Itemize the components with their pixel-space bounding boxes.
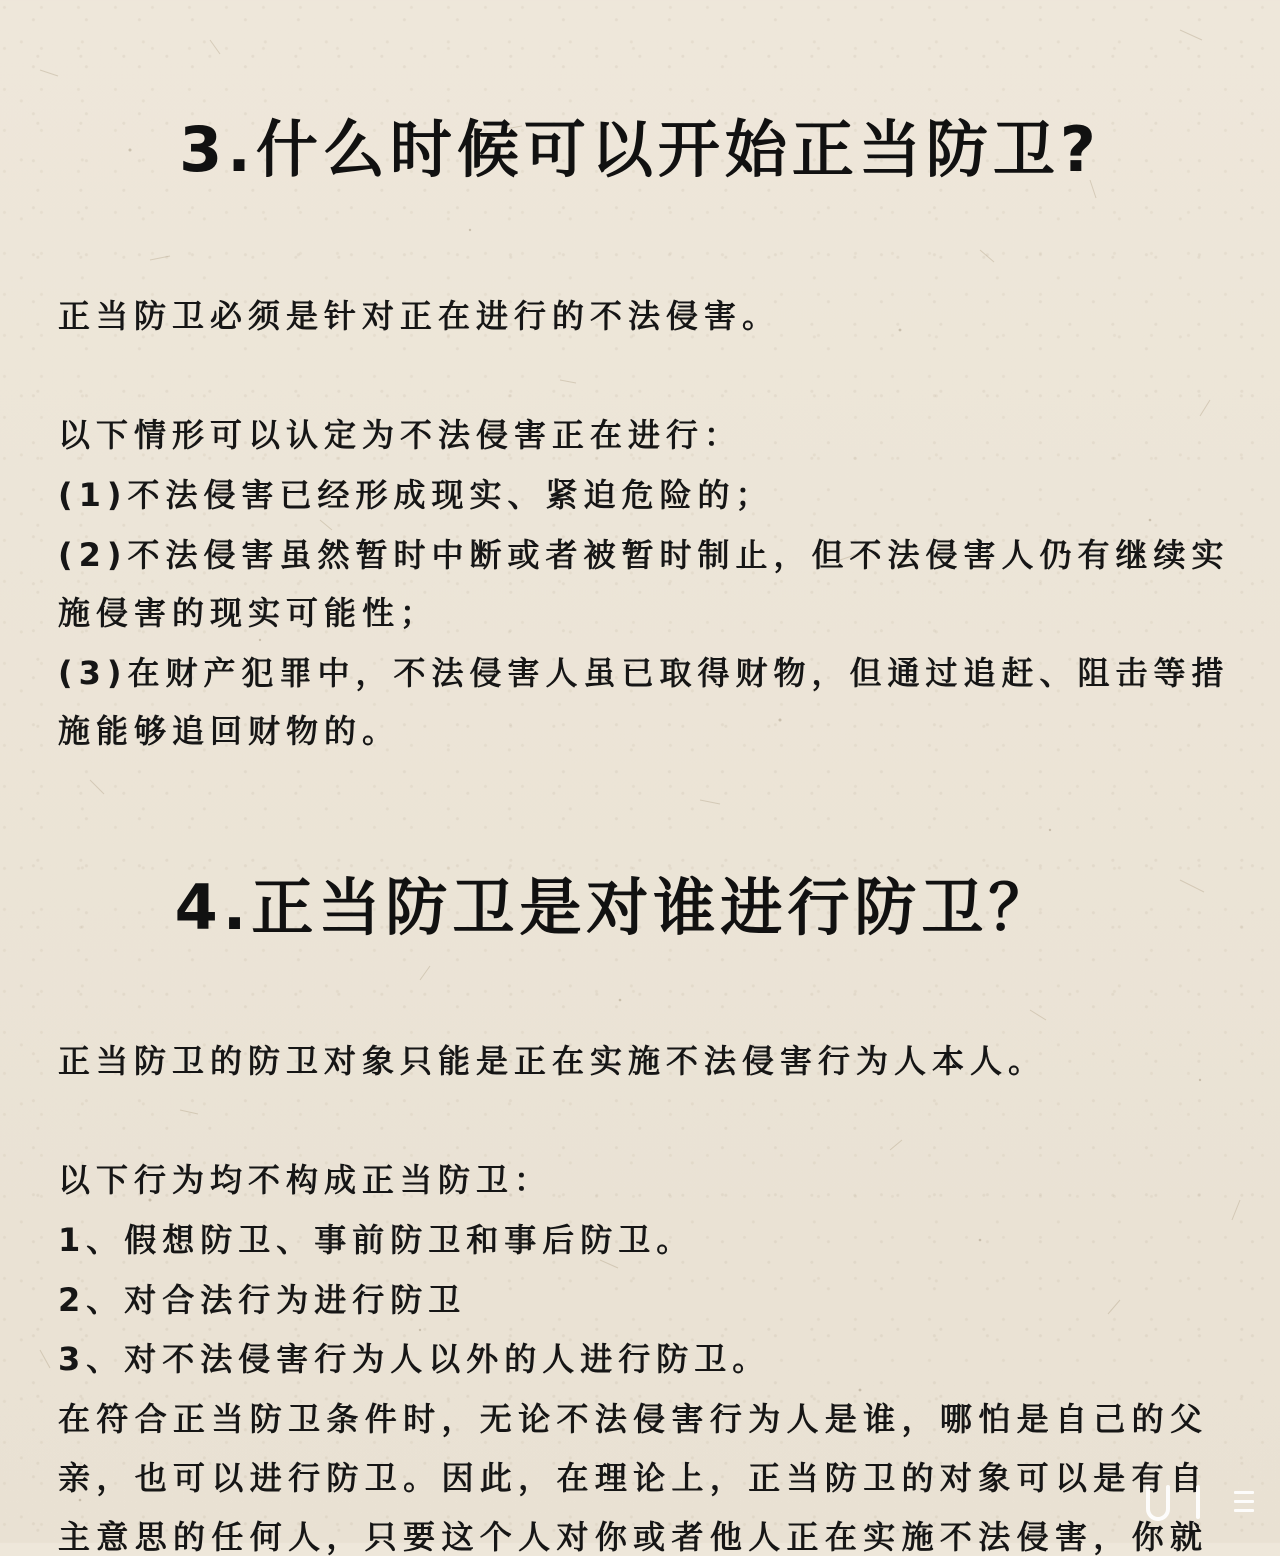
section3-item-3-line-1: (3)在财产犯罪中，不法侵害人虽已取得财物，但通过追赶、阻击等措 xyxy=(58,654,1230,692)
section4-title: 4.正当防卫是对谁进行防卫？ xyxy=(174,871,1056,944)
section3-item-2-line-2: 施侵害的现实可能性； xyxy=(58,594,439,632)
section4-intro: 正当防卫的防卫对象只能是正在实施不法侵害行为人本人。 xyxy=(58,1042,1047,1080)
section4-paragraph-line-1: 在符合正当防卫条件时，无论不法侵害行为人是谁，哪怕是自己的父 xyxy=(58,1400,1208,1438)
section3-item-2-line-1: (2)不法侵害虽然暂时中断或者被暂时制止，但不法侵害人仍有继续实 xyxy=(58,536,1230,574)
section4-item-2: 2、对合法行为进行防卫 xyxy=(58,1281,467,1319)
section3-item-1: (1)不法侵害已经形成现实、紧迫危险的； xyxy=(58,476,774,514)
section4-item-1: 1、假想防卫、事前防卫和事后防卫。 xyxy=(58,1221,695,1259)
section3-intro: 正当防卫必须是针对正在进行的不法侵害。 xyxy=(58,297,781,335)
section3-list-heading: 以下情形可以认定为不法侵害正在进行： xyxy=(58,416,743,454)
section4-item-3: 3、对不法侵害行为人以外的人进行防卫。 xyxy=(58,1340,771,1378)
section4-list-heading: 以下行为均不构成正当防卫： xyxy=(58,1161,553,1199)
section4-paragraph-line-3: 主意思的任何人，只要这个人对你或者他人正在实施不法侵害，你就 xyxy=(58,1518,1208,1556)
section3-title: 3.什么时候可以开始正当防卫? xyxy=(179,113,1101,186)
section4-paragraph-line-2: 亲，也可以进行防卫。因此，在理论上，正当防卫的对象可以是有自 xyxy=(58,1459,1208,1497)
section3-item-3-line-2: 施能够追回财物的。 xyxy=(58,712,401,750)
